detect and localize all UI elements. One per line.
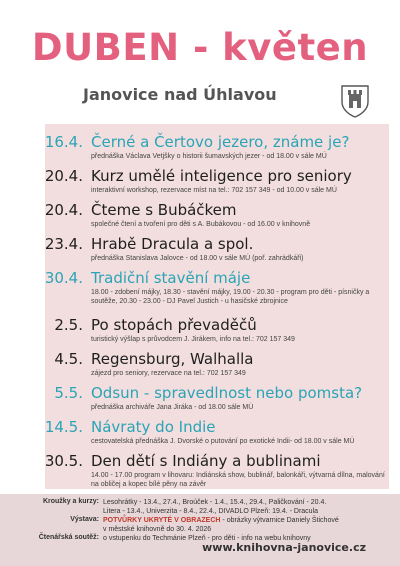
event-title: Po stopách převaděčů [91, 316, 257, 334]
event-description: 14.00 - 17.00 program v lihovaru: Indiánská show, bublinář, balonkáři, výtvarná dílna, malování na obličej a kopec bílé pěny na závěr [91, 472, 385, 488]
reading-contest-text: o vstupenku do Techmánie Plzeň - pro děti - info na webu knihovny [103, 535, 311, 542]
event-description: zájezd pro seniory, rezervace na tel.: 702 157 349 [91, 370, 246, 377]
event-date: 16.4. [44, 133, 83, 151]
town-name: Janovice nad Úhlavou [83, 85, 277, 104]
event-date: 20.4. [44, 167, 83, 185]
event-title: Odsun - spravedlnost nebo pomsta? [91, 384, 363, 402]
event-description: společné čtení a tvoření pro děti s A. Bubákovou - od 16.00 v knihovně [91, 221, 311, 228]
event-date: 20.4. [44, 201, 83, 219]
courses-label: Kroužky a kurzy: [42, 498, 99, 505]
page-title: DUBEN - květen [31, 26, 369, 69]
website-link[interactable]: www.knihovna-janovice.cz [202, 541, 366, 554]
event-date: 23.4. [44, 235, 83, 253]
event-description: turistický výšlap s průvodcem J. Jirákem, info na tel.: 702 157 349 [91, 336, 295, 343]
event-description: 18.00 - zdobení májky, 18.30 - stavění májky, 19.00 - 20.30 - program pro děti - písničky a soutěže, 20.30 - 23.00 - DJ Pavel Justich - u hasičské zbrojnice [91, 289, 370, 305]
event-title: Tradiční stavění máje [91, 269, 251, 287]
event-description: interaktivní workshop, rezervace míst na tel.: 702 157 349 - od 10.00 v sále MÚ [91, 187, 337, 194]
exhibition-line-2: v městské knihovně do 30. 4. 2026 [103, 526, 212, 533]
event-description: přednáška Stanislava Jalovce - od 18.00 v sále MÚ (poř. zahrádkáři) [91, 255, 304, 262]
event-title: Hrabě Dracula a spol. [91, 235, 254, 253]
courses-line-1: Lesohrátky - 13.4., 27.4., Broúček - 1.4., 15.4., 29.4., Paličkování - 20.4. [103, 499, 327, 506]
exhibition-label: Výstava: [70, 516, 99, 523]
courses-line-2: Litera - 13.4., Univerzita - 8.4., 22.4., DIVADLO Plzeň: 19.4. - Dracula [103, 508, 319, 515]
exhibition-line-1 [103, 516, 339, 525]
exhibition-desc: - obrázky výtvarnice Daniely Štichové [220, 517, 339, 524]
event-date: 30.5. [44, 452, 83, 470]
event-date: 30.4. [44, 269, 83, 287]
exhibition-title: POTVŮRKY UKRYTÉ V OBRAZECH [103, 517, 221, 524]
event-description: přednáška Václava Vetjšky o historii šumavských jezer - od 18.00 v sále MÚ [91, 153, 327, 160]
event-description: cestovatelská přednáška J. Dvorské o putování po exotické Indii- od 18.00 v sále MÚ [91, 438, 355, 445]
event-date: 14.5. [44, 418, 83, 436]
event-description: přednáška archiváře Jana Jiráka - od 18.00 sále MÚ [91, 404, 254, 411]
event-date: 2.5. [54, 316, 83, 334]
event-title: Čteme s Bubáčkem [91, 201, 237, 219]
event-title: Den dětí s Indiány a bublinami [91, 452, 321, 470]
event-date: 5.5. [54, 384, 83, 402]
event-title: Návraty do Indie [91, 418, 216, 436]
event-title: Regensburg, Walhalla [91, 350, 254, 368]
event-date: 4.5. [54, 350, 83, 368]
event-title: Kurz umělé inteligence pro seniory [91, 167, 352, 185]
reading-contest-label: Čtenářská soutěž: [38, 534, 99, 541]
event-title: Černé a Čertovo jezero, známe je? [91, 133, 350, 151]
town-coat-of-arms-icon [340, 84, 370, 118]
